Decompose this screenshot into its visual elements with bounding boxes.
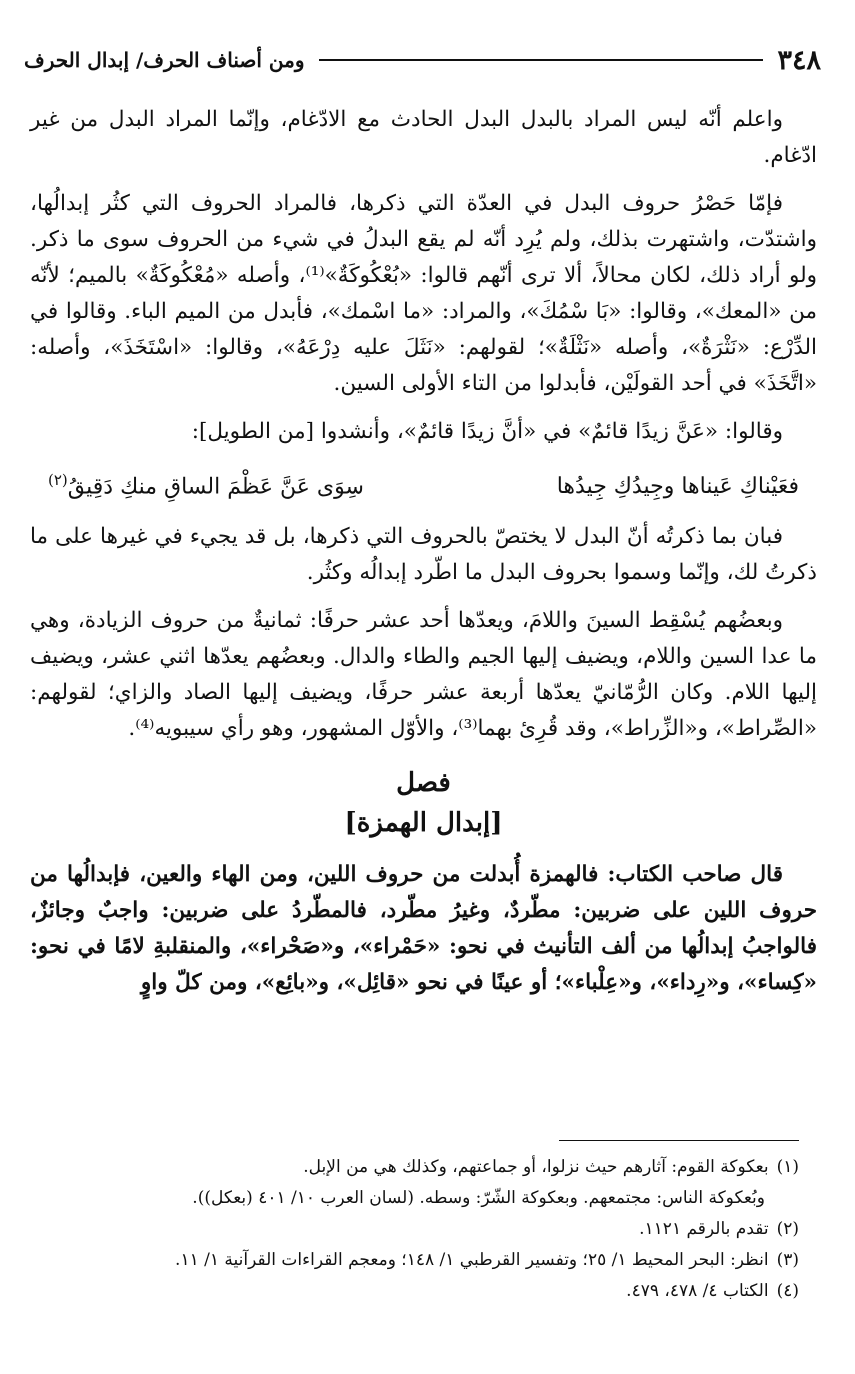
footnote-4	[30, 1276, 799, 1307]
section-title: فصل	[396, 768, 451, 799]
footnotes	[30, 1152, 799, 1307]
footnote-number: (٤)	[776, 1281, 799, 1301]
footnote-number: (١)	[776, 1157, 799, 1177]
footnote-text: تقدم بالرقم ١١٢١.	[639, 1219, 769, 1239]
footnote-3	[30, 1245, 799, 1276]
footnote-1	[30, 1152, 799, 1183]
verse-second-hemistich	[48, 462, 364, 505]
footnote-text: بعكوكة القوم: آثارهم حيث نزلوا، أو جماعتهم، وكذلك هي من الإبل.	[303, 1157, 769, 1177]
header-rule	[319, 59, 764, 61]
verse-first-hemistich: فعَيْناكِ عَيناها وجِيدُكِ جِيدُها	[556, 474, 799, 500]
footnote-separator	[559, 1140, 799, 1141]
running-title: ومن أصناف الحرف/ إبدال الحرف	[24, 48, 305, 72]
paragraph-5: وبعضُهم يُسْقِط السينَ واللامَ، ويعدّها أحد عشر حرفًا: ثمانيةٌ من حروف الزيادة، وهي ما عدا السين واللام، ويضيف إليها الجيم والطاء والدال. وبعضُهم يعدّها اثني عشر، ويضيف إليها اللام. وكان الرُّمّانيّ يعدّها أربعة عشر حرفًا، ويضيف إليها الصاد والزاي؛ لقولهم: «الصِّراط»، و«الزِّراط»، وقد قُرِئ بهما⁽³⁾، والأوّل المشهور، وهو رأي سيبويه⁽⁴⁾.	[30, 608, 817, 742]
page-number: ٣٤٨	[777, 44, 821, 76]
footnote-number: (٣)	[776, 1250, 799, 1270]
paragraph-1: واعلم أنّه ليس المراد بالبدل البدل الحادث مع الادّغام، وإنّما المراد البدل من غير ادّغام.	[30, 107, 817, 168]
footnote-1-continued: وبُعكوكة الناس: مجتمعهم. وبعكوكة الشّرّ: وسطه. (لسان العرب ١٠/ ٤٠١ (بعكل)).	[192, 1188, 765, 1208]
paragraph-2: فإمّا حَصْرُ حروف البدل في العدّة التي ذكرها، فالمراد الحروف التي كثُر إبدالُها، واشتدّت، واشتهرت بذلك، ولم يُرِد أنّه لم يقع البدلُ في شيء من الحروف سوى ما ذكر. ولو أراد ذلك، لكان محالاً، ألا ترى أنّهم قالوا: «بُعْكُوكَةٌ»⁽¹⁾، وأصله «مُعْكُوكَةٌ» بالميم؛ لأنّه من «المعك»، وقالوا: «بَا سْمُكَ»، والمراد: «ما اسْمك»، فأبدل من الميم الباء. وقالوا في الدِّرْع: «نَثْرَةٌ»، وأصله «نَثْلَةٌ»؛ لقولهم: «نَثَلَ عليه دِرْعَهُ»، وقالوا: «اسْتَخَذَ»، وأصله: «اتَّخَذَ» في أحد القولَيْن، فأبدلوا من التاء الأولى السين.	[30, 191, 818, 396]
footnote-2	[30, 1214, 799, 1245]
section-subtitle: [إبدال الهمزة]	[344, 808, 503, 839]
verse-footnote-mark: (٢)	[48, 471, 68, 489]
paragraph-3: وقالوا: «عَنَّ زيدًا قائمٌ» في «أنَّ زيدًا قائمٌ»، وأنشدوا [من الطويل]:	[191, 419, 783, 444]
paragraph-4: فبان بما ذكرتُه أنّ البدل لا يختصّ بالحروف التي ذكرها، بل قد يجيء في غيرها على ما ذكرتُ لك، وإنّما وسموا بحروف البدل ما اطّرد إبدالُه وكثُر.	[30, 524, 817, 586]
footnote-text: انظر: البحر المحيط ١/ ٢٥؛ وتفسير القرطبي ١/ ١٤٨؛ ومعجم القراءات القرآنية ١/ ١١.	[175, 1250, 769, 1270]
footnote-number: (٢)	[776, 1219, 799, 1239]
footnote-text: الكتاب ٤/ ٤٧٨، ٤٧٩.	[626, 1281, 769, 1301]
page-header	[24, 40, 821, 80]
verse-second-text: سِوَى عَنَّ عَظْمَ الساقِ منكِ دَقِيقُ	[67, 474, 364, 500]
paragraph-6: قال صاحب الكتاب: فالهمزة أُبدلت من حروف اللين، ومن الهاء والعين، فإبدالُها من حروف اللين على ضربين: مطّردٌ، وغيرُ مطّرد، فالمطّردُ على ضربين: واجبٌ وجائزٌ، فالواجبُ إبدالُها من ألف التأنيث في نحو: «حَمْراء»، و«صَحْراء»، والمنقلبةِ لامًا في نحو: «كِساء»، و«رِداء»، و«عِلْباء»؛ أو عينًا في نحو «قائِل»، و«بائِع»، ومن كلّ واوٍ	[30, 862, 817, 996]
poem-verse	[48, 462, 799, 505]
main-text	[30, 102, 817, 1013]
